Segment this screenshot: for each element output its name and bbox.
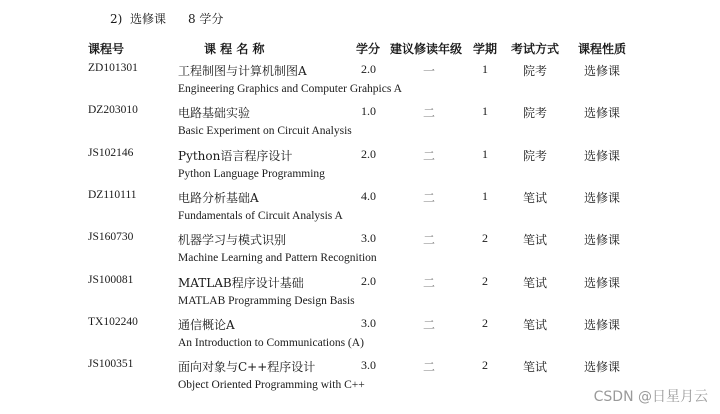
course-name-en: Basic Experiment on Circuit Analysis <box>178 125 352 138</box>
header-term: 学期 <box>473 42 498 56</box>
course-code: ZD101301 <box>88 62 138 74</box>
course-name-en: Python Language Programming <box>178 167 325 180</box>
course-credit: 3.0 <box>361 358 376 373</box>
course-code: DZ203010 <box>88 104 138 117</box>
course-name-cn: 电路分析基础A <box>178 190 259 205</box>
course-name-cn: 电路基础实验 <box>178 106 251 121</box>
course-type: 选修课 <box>584 275 621 290</box>
course-credit: 4.0 <box>361 188 376 203</box>
course-name-cn: MATLAB程序设计基础 <box>178 275 304 290</box>
course-term: 2 <box>482 273 488 288</box>
course-credit: 2.0 <box>361 146 376 161</box>
course-type: 选修课 <box>584 233 621 248</box>
course-name-cn: 通信概论A <box>178 317 235 332</box>
watermark: CSDN @日星月云 <box>593 389 708 405</box>
course-type: 选修课 <box>584 360 621 375</box>
course-year: 二 <box>423 106 436 121</box>
course-exam: 笔试 <box>523 275 548 290</box>
course-exam: 笔试 <box>523 317 548 332</box>
course-year: 二 <box>423 233 436 248</box>
course-exam: 笔试 <box>523 360 548 375</box>
course-term: 1 <box>482 104 488 119</box>
course-credit: 3.0 <box>361 315 376 330</box>
course-name-cn: Python语言程序设计 <box>178 148 293 163</box>
course-code: JS102146 <box>88 146 134 159</box>
section-credits: 8 学分 <box>187 12 224 26</box>
header-course-name: 课 程 名 称 <box>204 42 265 56</box>
course-type: 选修课 <box>584 148 621 163</box>
course-code: JS100081 <box>88 273 134 286</box>
header-course-code: 课程号 <box>88 42 125 56</box>
course-type: 选修课 <box>584 317 621 332</box>
course-term: 1 <box>482 188 488 203</box>
course-exam: 院考 <box>523 148 548 163</box>
course-exam: 院考 <box>523 106 548 121</box>
course-code: JS100351 <box>88 358 134 371</box>
course-credit: 1.0 <box>361 104 376 119</box>
course-name-en: Machine Learning and Pattern Recognition <box>178 252 377 265</box>
course-term: 2 <box>482 358 488 373</box>
section-label: 2) 选修课 <box>110 12 166 26</box>
course-name-en: Engineering Graphics and Computer Grahpics A <box>178 83 402 95</box>
course-exam: 院考 <box>523 64 548 78</box>
course-code: TX102240 <box>88 315 138 328</box>
course-year: 二 <box>423 190 436 205</box>
course-name-cn: 机器学习与模式识别 <box>178 233 287 248</box>
course-name-en: An Introduction to Communications (A) <box>178 336 364 349</box>
course-credit: 2.0 <box>361 273 376 288</box>
course-term: 2 <box>482 315 488 330</box>
course-code: JS160730 <box>88 231 134 244</box>
header-course-type: 课程性质 <box>578 42 627 56</box>
course-exam: 笔试 <box>523 190 548 205</box>
course-term: 1 <box>482 62 488 76</box>
course-name-en: Fundamentals of Circuit Analysis A <box>178 209 343 222</box>
course-exam: 笔试 <box>523 233 548 248</box>
course-name-cn: 面向对象与C++程序设计 <box>178 360 316 375</box>
course-credit: 2.0 <box>361 62 376 76</box>
course-type: 选修课 <box>584 64 621 78</box>
section-heading <box>110 10 223 27</box>
course-year: 二 <box>423 275 436 290</box>
header-suggested-year: 建议修读年级 <box>390 42 463 56</box>
course-code: DZ110111 <box>88 188 137 201</box>
course-name-cn: 工程制图与计算机制图A <box>178 64 307 78</box>
course-name-en: Object Oriented Programming with C++ <box>178 379 365 392</box>
course-year: 二 <box>423 148 436 163</box>
course-year: 一 <box>423 64 436 78</box>
header-exam-method: 考试方式 <box>511 42 560 56</box>
course-term: 1 <box>482 146 488 161</box>
course-credit: 3.0 <box>361 231 376 246</box>
course-term: 2 <box>482 231 488 246</box>
course-type: 选修课 <box>584 190 621 205</box>
course-name-en: MATLAB Programming Design Basis <box>178 294 355 307</box>
course-type: 选修课 <box>584 106 621 121</box>
course-year: 二 <box>423 317 436 332</box>
header-credit: 学分 <box>356 42 381 56</box>
course-year: 二 <box>423 360 436 375</box>
